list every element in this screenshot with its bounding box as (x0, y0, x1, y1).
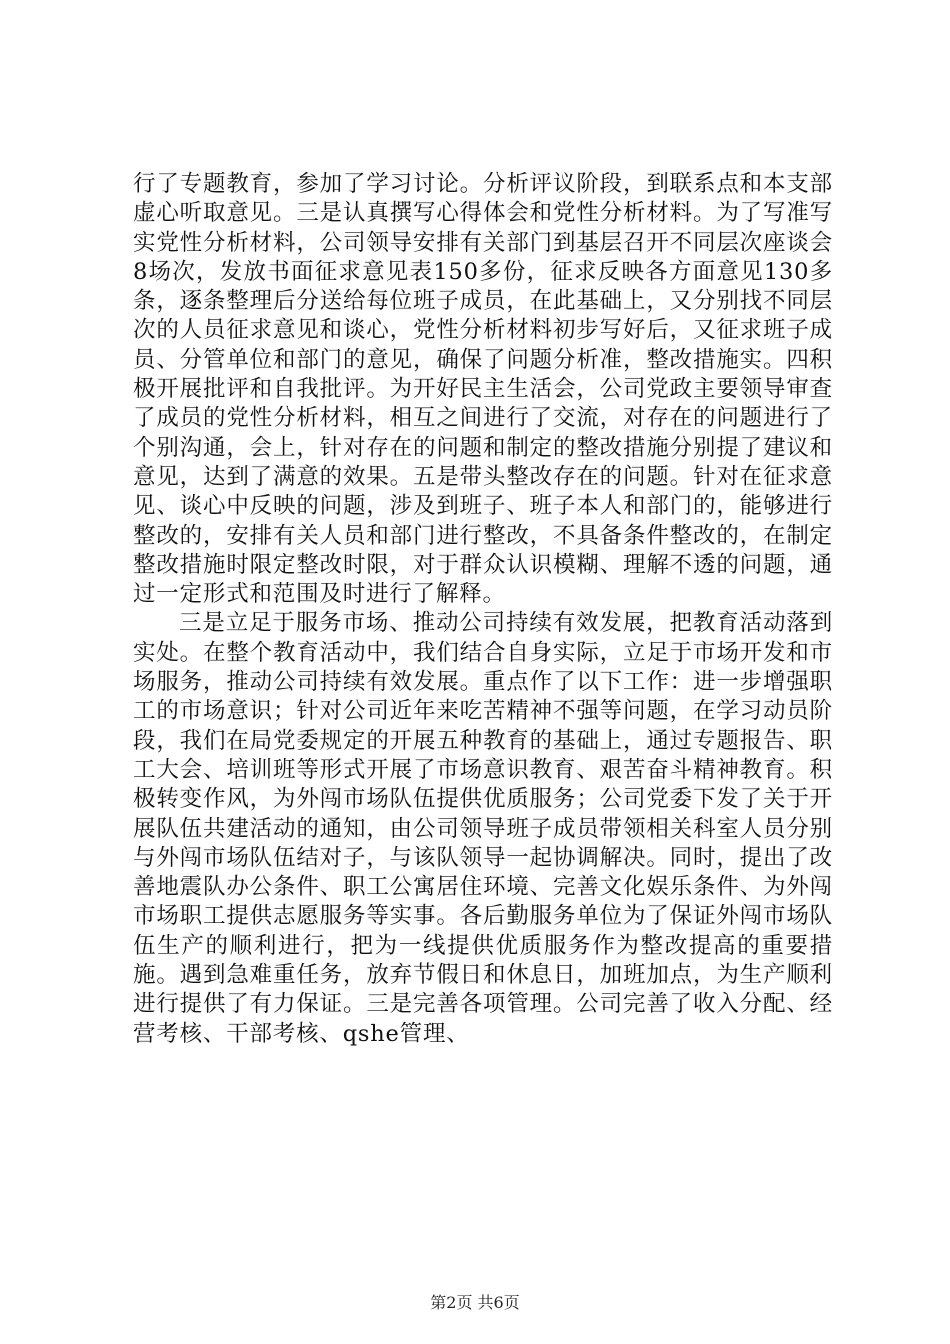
document-body (133, 170, 833, 1049)
page-number: 第2页 共6页 (430, 1293, 520, 1312)
paragraph-service-market: 三是立足于服务市场、推动公司持续有效发展，把教育活动落到实处。在整个教育活动中，我们结合自身实际，立足于市场开发和市场服务，推动公司持续有效发展。重点作了以下工作：进一步增强职工的市场意识；针对公司近年来吃苦精神不强等问题，在学习动员阶段，我们在局党委规定的开展五种教育的基础上，通过专题报告、职工大会、培训班等形式开展了市场意识教育、艰苦奋斗精神教育。积极转变作风，为外闯市场队伍提供优质服务；公司党委下发了关于开展队伍共建活动的通知，由公司领导班子成员带领相关科室人员分别与外闯市场队伍结对子，与该队领导一起协调解决。同时，提出了改善地震队办公条件、职工公寓居住环境、完善文化娱乐条件、为外闯市场职工提供志愿服务等实事。各后勤服务单位为了保证外闯市场队伍生产的顺利进行，把为一线提供优质服务作为整改提高的重要措施。遇到急难重任务，放弃节假日和休息日，加班加点，为生产顺利进行提供了有力保证。三是完善各项管理。公司完善了收入分配、经营考核、干部考核、qshe管理、 (133, 610, 833, 1047)
paragraph-continued: 行了专题教育，参加了学习讨论。分析评议阶段，到联系点和本支部虚心听取意见。三是认真撰写心得体会和党性分析材料。为了写准写实党性分析材料，公司领导安排有关部门到基层召开不同层次座谈会8场次，发放书面征求意见表150多份，征求反映各方面意见130多条，逐条整理后分送给每位班子成员，在此基础上，又分别找不同层次的人员征求意见和谈心，党性分析材料初步写好后，又征求班子成员、分管单位和部门的意见，确保了问题分析准，整改措施实。四积极开展批评和自我批评。为开好民主生活会，公司党政主要领导审查了成员的党性分析材料，相互之间进行了交流，对存在的问题进行了个别沟通，会上，针对存在的问题和制定的整改措施分别提了建议和意见，达到了满意的效果。五是带头整改存在的问题。针对在征求意见、谈心中反映的问题，涉及到班子、班子本人和部门的，能够进行整改的，安排有关人员和部门进行整改，不具备条件整改的，在制定整改措施时限定整改时限，对于群众认识模糊、理解不透的问题，通过一定形式和范围及时进行了解释。 (133, 171, 833, 608)
